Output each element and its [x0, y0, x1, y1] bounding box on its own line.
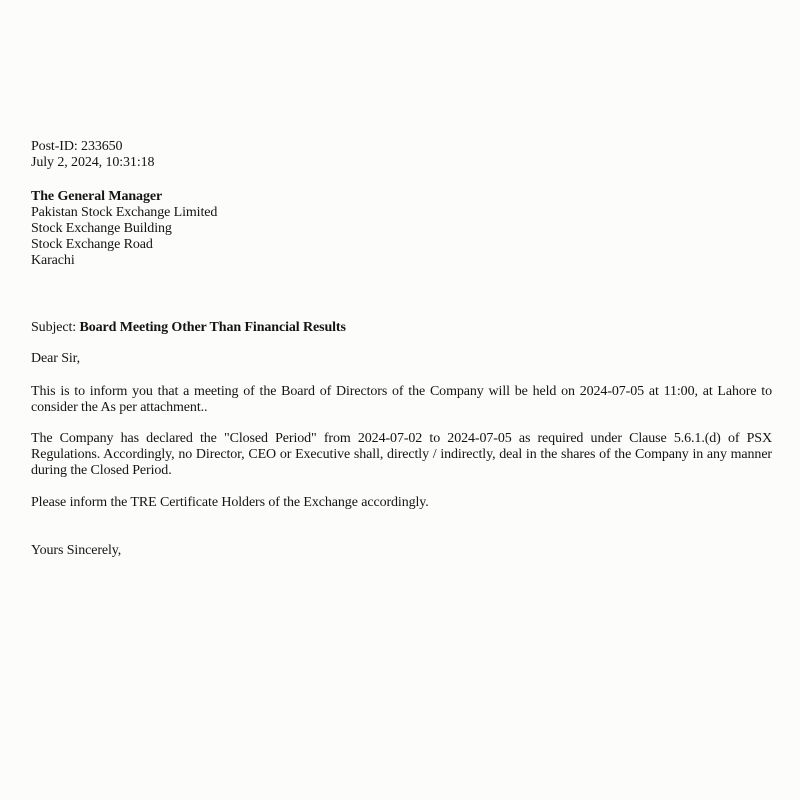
body-paragraph: The Company has declared the "Closed Period" from 2024-07-02 to 2024-07-05 as required under Clause 5.6.1.(d) of PSX Regulations. Accordingly, no Director, CEO or Executive shall, directly / indirectly, deal in the shares of the Company in any manner during the Closed Period. [31, 431, 772, 478]
closing: Yours Sincerely, [31, 543, 122, 558]
recipient-address-line: Pakistan Stock Exchange Limited [31, 205, 218, 220]
recipient-address-line: Karachi [31, 253, 75, 268]
timestamp: July 2, 2024, 10:31:18 [31, 155, 155, 170]
recipient-block [31, 189, 772, 269]
body-paragraph: Please inform the TRE Certificate Holders of the Exchange accordingly. [31, 495, 429, 510]
subject-text: Board Meeting Other Than Financial Results [79, 320, 346, 335]
recipient-address-line: Stock Exchange Road [31, 237, 153, 252]
body-paragraph: This is to inform you that a meeting of the Board of Directors of the Company will be held on 2024-07-05 at 11:00, at Lahore to consider the As per attachment.. [31, 384, 772, 415]
subject-line [31, 320, 772, 336]
post-id: Post-ID: 233650 [31, 139, 123, 154]
subject-label: Subject: [31, 320, 80, 335]
recipient-name: The General Manager [31, 189, 163, 204]
meta-block [31, 139, 772, 171]
salutation: Dear Sir, [31, 351, 81, 366]
recipient-address-line: Stock Exchange Building [31, 221, 172, 236]
